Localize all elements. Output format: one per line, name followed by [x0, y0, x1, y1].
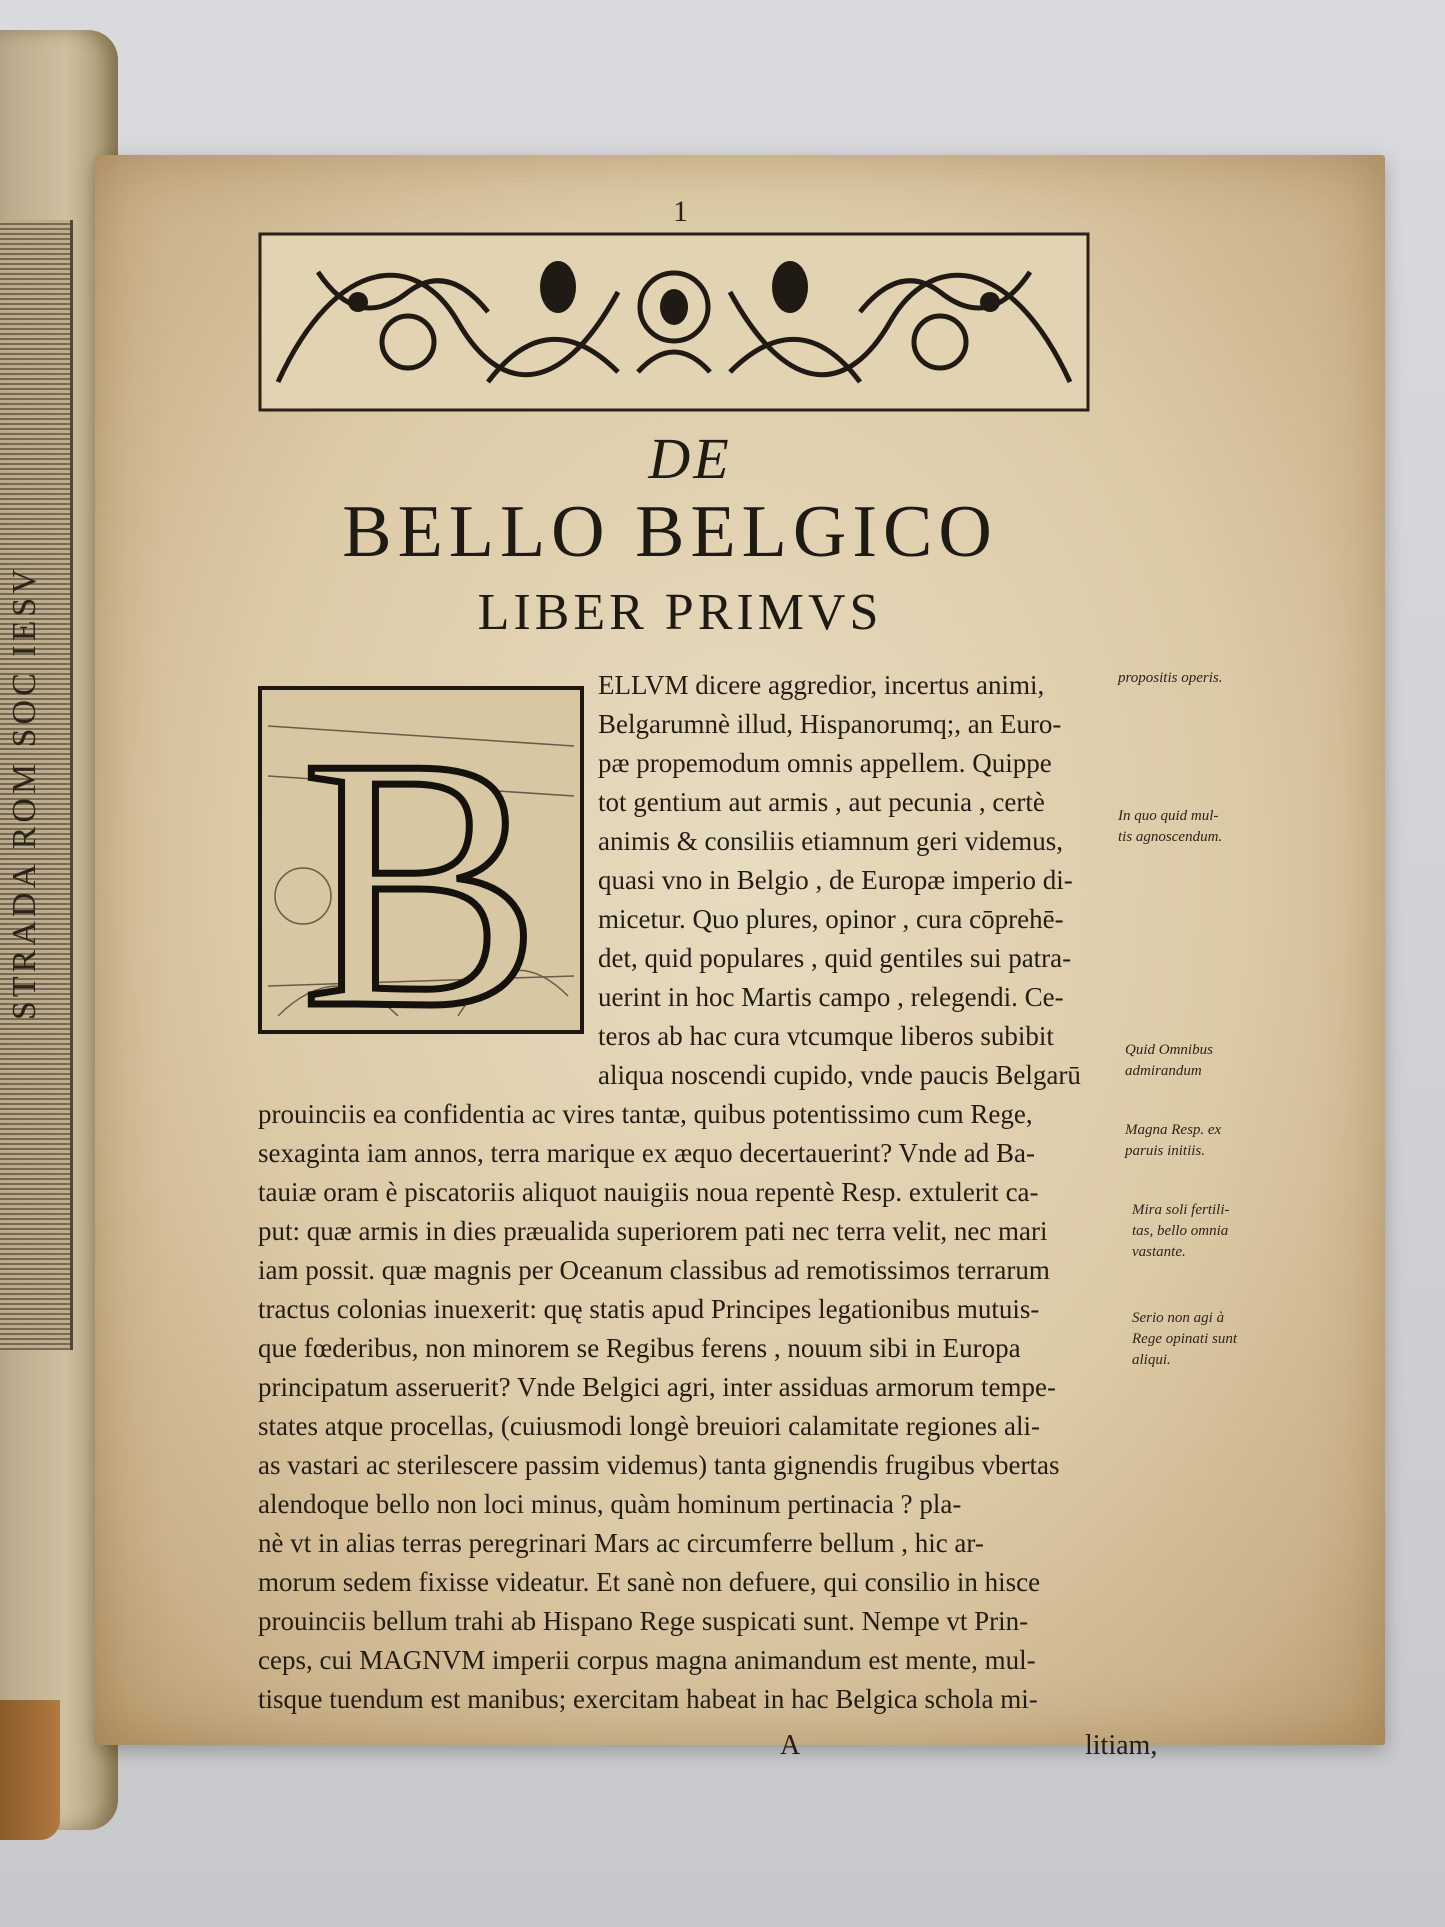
text-line: quasi vno in Belgio , de Europæ imperio di-	[598, 865, 1073, 895]
margin-note: Serio non agi à Rege opinati sunt aliqui.	[1132, 1310, 1237, 1368]
page-number: 1	[673, 195, 688, 228]
text-line: ceps, cui MAGNVM imperii corpus magna animandum est mente, mul-	[258, 1645, 1036, 1675]
text-line: tractus colonias inuexerit: quę statis apud Principes legationibus mutuis-	[258, 1294, 1040, 1324]
text-line: que fœderibus, non minorem se Regibus ferens , nouum sibi in Europa	[258, 1333, 1021, 1363]
text-line: tisque tuendum est manibus; exercitam habeat in hac Belgica schola mi-	[258, 1684, 1038, 1714]
text-line: alendoque bello non loci minus, quàm hominum pertinacia ? pla-	[258, 1489, 962, 1519]
text-line: morum sedem fixisse videatur. Et sanè non defuere, qui consilio in hisce	[258, 1567, 1041, 1597]
title-de: DE	[648, 426, 732, 491]
text-line: aliqua noscendi cupido, vnde paucis Belgarū	[598, 1060, 1081, 1090]
signature-mark: A	[780, 1730, 801, 1761]
text-line: nè vt in alias terras peregrinari Mars ac circumferre bellum , hic ar-	[258, 1528, 984, 1558]
text-line: states atque procellas, (cuiusmodi longè breuiori calamitate regiones ali-	[258, 1411, 1040, 1441]
text-line: prouinciis bellum trahi ab Hispano Rege suspicati sunt. Nempe vt Prin-	[258, 1606, 1029, 1636]
margin-note: In quo quid mul- tis agnoscendum.	[1118, 808, 1223, 845]
catchword: litiam,	[1085, 1730, 1158, 1761]
margin-note: Mira soli fertili- tas, bello omnia vastante.	[1132, 1202, 1230, 1260]
text-line: animis & consiliis etiamnum geri videmus,	[598, 826, 1063, 856]
text-line: teros ab hac cura vtcumque liberos subibit	[598, 1021, 1054, 1051]
text-line: Belgarumnè illud, Hispanorumq;, an Euro-	[598, 709, 1062, 739]
initial-letter: B	[300, 686, 542, 1034]
text-line: iam possit. quæ magnis per Oceanum classibus ad remotissimos terrarum	[258, 1255, 1050, 1285]
text-line: tot gentium aut armis , aut pecunia , certè	[598, 787, 1045, 817]
margin-note: propositis operis.	[1118, 670, 1223, 686]
text-line: principatum asseruerit? Vnde Belgici agri, inter assiduas armorum tempe-	[258, 1372, 1057, 1402]
margin-note: Magna Resp. ex paruis initiis.	[1125, 1122, 1222, 1159]
book-cover-edge	[0, 1700, 60, 1840]
book-subtitle: LIBER PRIMVS	[477, 584, 883, 641]
text-line: det, quid populares , quid gentiles sui patra-	[598, 943, 1072, 973]
ornamental-headpiece	[258, 232, 1090, 412]
margin-note: Quid Omnibus admirandum	[1125, 1042, 1213, 1079]
text-line: prouinciis ea confidentia ac vires tantæ, quibus potentissimo cum Rege,	[258, 1099, 1033, 1129]
text-line: pæ propemodum omnis appellem. Quippe	[598, 748, 1052, 778]
text-line: uerint in hoc Martis campo , relegendi. Ce-	[598, 982, 1064, 1012]
decorated-initial	[258, 686, 584, 1034]
text-line: as vastari ac sterilescere passim videmus) tanta gignendis frugibus vbertas	[258, 1450, 1060, 1480]
text-line: put: quæ armis in dies præualida superiorem pati nec terra velit, nec mari	[258, 1216, 1048, 1246]
frontispiece-text: STRADA ROM SOC IESV	[6, 565, 43, 1020]
book-title: BELLO BELGICO	[342, 491, 998, 573]
text-line: ELLVM dicere aggredior, incertus animi,	[598, 670, 1045, 700]
text-line: sexaginta iam annos, terra marique ex æquo decertauerint? Vnde ad Ba-	[258, 1138, 1035, 1168]
text-line: micetur. Quo plures, opinor , cura cōprehē-	[598, 904, 1064, 934]
text-line: tauiæ oram è piscatoriis aliquot nauigiis noua repentè Resp. extulerit ca-	[258, 1177, 1039, 1207]
